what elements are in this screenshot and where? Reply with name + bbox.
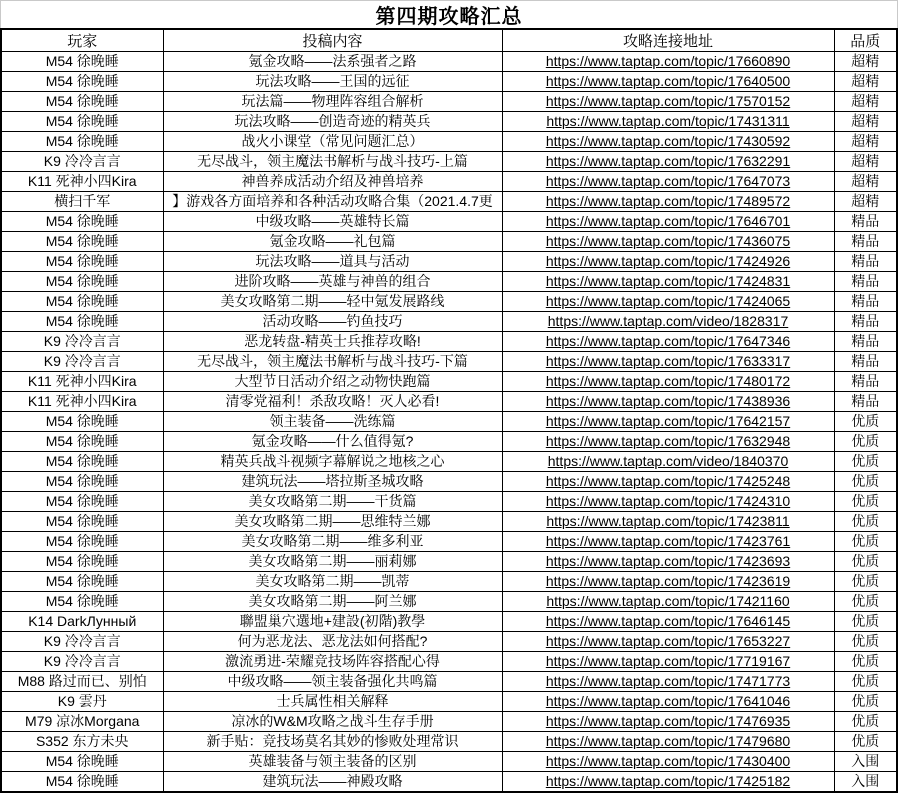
player-cell: M54 徐晚睡 xyxy=(1,232,163,252)
quality-cell: 优质 xyxy=(834,612,897,632)
quality-cell: 优质 xyxy=(834,532,897,552)
url-cell xyxy=(502,492,834,512)
player-cell: K9 冷冷言言 xyxy=(1,332,163,352)
table-row xyxy=(1,452,897,472)
strategy-link[interactable]: https://www.taptap.com/topic/17423761 xyxy=(545,533,791,549)
url-cell xyxy=(502,752,834,772)
table-row xyxy=(1,552,897,572)
table-row xyxy=(1,672,897,692)
quality-cell: 优质 xyxy=(834,552,897,572)
strategy-link[interactable]: https://www.taptap.com/topic/17423619 xyxy=(545,573,791,589)
strategy-link[interactable]: https://www.taptap.com/topic/17646701 xyxy=(545,213,791,229)
player-cell: M54 徐晚睡 xyxy=(1,452,163,472)
content-cell: 中级攻略——英雄特长篇 xyxy=(163,212,502,232)
url-cell xyxy=(502,52,834,72)
quality-cell: 精品 xyxy=(834,312,897,332)
content-cell: 士兵属性相关解释 xyxy=(163,692,502,712)
strategy-link[interactable]: https://www.taptap.com/topic/17489572 xyxy=(545,193,791,209)
table-row xyxy=(1,352,897,372)
strategy-link[interactable]: https://www.taptap.com/video/1840370 xyxy=(547,453,789,469)
quality-cell: 精品 xyxy=(834,392,897,412)
player-cell: M54 徐晚睡 xyxy=(1,512,163,532)
content-cell: 美女攻略第二期——阿兰娜 xyxy=(163,592,502,612)
content-cell: 建筑玩法——神殿攻略 xyxy=(163,772,502,793)
strategy-link[interactable]: https://www.taptap.com/topic/17423811 xyxy=(546,513,790,529)
table-row xyxy=(1,772,897,793)
quality-cell: 优质 xyxy=(834,652,897,672)
content-cell: 战火小课堂（常见问题汇总） xyxy=(163,132,502,152)
quality-cell: 优质 xyxy=(834,452,897,472)
url-cell xyxy=(502,92,834,112)
table-row xyxy=(1,152,897,172)
player-cell: M54 徐晚睡 xyxy=(1,72,163,92)
table-row xyxy=(1,212,897,232)
url-cell xyxy=(502,712,834,732)
table-row xyxy=(1,632,897,652)
player-cell: M54 徐晚睡 xyxy=(1,412,163,432)
table-row xyxy=(1,752,897,772)
quality-cell: 优质 xyxy=(834,592,897,612)
guide-table xyxy=(0,28,898,793)
content-cell: 领主装备——洗练篇 xyxy=(163,412,502,432)
table-row xyxy=(1,52,897,72)
table-row xyxy=(1,512,897,532)
player-cell: K9 冷冷言言 xyxy=(1,632,163,652)
table-row xyxy=(1,472,897,492)
player-cell: M54 徐晚睡 xyxy=(1,472,163,492)
table-row xyxy=(1,192,897,212)
table-row xyxy=(1,652,897,672)
table-row xyxy=(1,712,897,732)
player-cell: M54 徐晚睡 xyxy=(1,772,163,793)
content-cell: 中级攻略——领主装备强化共鸣篇 xyxy=(163,672,502,692)
quality-cell: 超精 xyxy=(834,72,897,92)
url-cell xyxy=(502,432,834,452)
player-cell: M54 徐晚睡 xyxy=(1,492,163,512)
player-cell: 横扫千军 xyxy=(1,192,163,212)
table-row xyxy=(1,432,897,452)
quality-cell: 入围 xyxy=(834,752,897,772)
player-cell: K9 冷冷言言 xyxy=(1,352,163,372)
url-cell xyxy=(502,152,834,172)
player-cell: M88 路过而已、别怕 xyxy=(1,672,163,692)
table-row xyxy=(1,572,897,592)
quality-cell: 超精 xyxy=(834,92,897,112)
player-cell: K11 死神小四Kira xyxy=(1,172,163,192)
quality-cell: 精品 xyxy=(834,232,897,252)
player-cell: M54 徐晚睡 xyxy=(1,292,163,312)
content-cell: 英雄装备与领主装备的区别 xyxy=(163,752,502,772)
content-cell: 大型节日活动介绍之动物快跑篇 xyxy=(163,372,502,392)
url-cell xyxy=(502,172,834,192)
strategy-link[interactable]: https://www.taptap.com/topic/17640500 xyxy=(545,73,791,89)
strategy-link[interactable]: https://www.taptap.com/topic/17646145 xyxy=(545,613,791,629)
strategy-link[interactable]: https://www.taptap.com/topic/17424926 xyxy=(545,253,791,269)
table-row xyxy=(1,312,897,332)
url-cell xyxy=(502,732,834,752)
player-cell: S352 东方未央 xyxy=(1,732,163,752)
content-cell: 氪金攻略——法系强者之路 xyxy=(163,52,502,72)
table-row xyxy=(1,292,897,312)
strategy-link[interactable]: https://www.taptap.com/topic/17642157 xyxy=(545,413,791,429)
player-cell: M54 徐晚睡 xyxy=(1,52,163,72)
strategy-link[interactable]: https://www.taptap.com/topic/17423693 xyxy=(545,553,791,569)
content-cell: 活动攻略——钓鱼技巧 xyxy=(163,312,502,332)
player-cell: M54 徐晚睡 xyxy=(1,432,163,452)
player-cell: M54 徐晚睡 xyxy=(1,272,163,292)
table-row xyxy=(1,172,897,192)
table-row xyxy=(1,592,897,612)
strategy-link[interactable]: https://www.taptap.com/topic/17430592 xyxy=(545,133,791,149)
strategy-link[interactable]: https://www.taptap.com/topic/17479680 xyxy=(545,733,791,749)
content-cell: 氪金攻略——礼包篇 xyxy=(163,232,502,252)
url-cell xyxy=(502,612,834,632)
quality-cell: 超精 xyxy=(834,132,897,152)
strategy-link[interactable]: https://www.taptap.com/topic/17424831 xyxy=(545,273,791,289)
content-cell: 进阶攻略——英雄与神兽的组合 xyxy=(163,272,502,292)
player-cell: K9 冷冷言言 xyxy=(1,652,163,672)
quality-cell: 精品 xyxy=(834,352,897,372)
quality-cell: 优质 xyxy=(834,432,897,452)
quality-cell: 优质 xyxy=(834,732,897,752)
strategy-link[interactable]: https://www.taptap.com/topic/17471773 xyxy=(545,673,791,689)
table-row xyxy=(1,392,897,412)
content-cell: 神兽养成活动介绍及神兽培养 xyxy=(163,172,502,192)
url-cell xyxy=(502,192,834,212)
url-cell xyxy=(502,392,834,412)
url-cell xyxy=(502,632,834,652)
content-cell: 精英兵战斗视频字幕解说之地核之心 xyxy=(163,452,502,472)
quality-cell: 超精 xyxy=(834,172,897,192)
content-cell: 建筑玩法——塔拉斯圣城攻略 xyxy=(163,472,502,492)
quality-cell: 优质 xyxy=(834,472,897,492)
content-cell: 激流勇进-荣耀竞技场阵容搭配心得 xyxy=(163,652,502,672)
content-cell: 清零党福利！杀敌攻略！灭人必看! xyxy=(163,392,502,412)
quality-cell: 精品 xyxy=(834,332,897,352)
player-cell: K9 冷冷言言 xyxy=(1,152,163,172)
content-cell: 美女攻略第二期——丽莉娜 xyxy=(163,552,502,572)
strategy-link[interactable]: https://www.taptap.com/topic/17424065 xyxy=(545,293,791,309)
player-cell: M79 凉冰Morgana xyxy=(1,712,163,732)
strategy-link[interactable]: https://www.taptap.com/topic/17436075 xyxy=(545,233,791,249)
strategy-link[interactable]: https://www.taptap.com/video/1828317 xyxy=(547,313,789,329)
table-row xyxy=(1,112,897,132)
content-cell: 恶龙转盘-精英士兵推荐攻略! xyxy=(163,332,502,352)
player-cell: K14 DarkЛунный xyxy=(1,612,163,632)
strategy-link[interactable]: https://www.taptap.com/topic/17438936 xyxy=(545,393,791,409)
quality-cell: 超精 xyxy=(834,52,897,72)
content-cell: 美女攻略第二期——凯蒂 xyxy=(163,572,502,592)
table-body xyxy=(1,52,897,793)
quality-cell: 超精 xyxy=(834,152,897,172)
strategy-link[interactable]: https://www.taptap.com/topic/17476935 xyxy=(545,713,791,729)
url-cell xyxy=(502,572,834,592)
url-cell xyxy=(502,132,834,152)
strategy-link[interactable]: https://www.taptap.com/topic/17430400 xyxy=(545,753,791,769)
table-header xyxy=(1,29,897,52)
quality-cell: 优质 xyxy=(834,512,897,532)
url-cell xyxy=(502,292,834,312)
header-url: 攻略连接地址 xyxy=(502,29,834,52)
strategy-link[interactable]: https://www.taptap.com/topic/17421160 xyxy=(546,593,790,609)
table-row xyxy=(1,692,897,712)
table-row xyxy=(1,332,897,352)
content-cell: 美女攻略第二期——干货篇 xyxy=(163,492,502,512)
quality-cell: 优质 xyxy=(834,412,897,432)
player-cell: M54 徐晚睡 xyxy=(1,112,163,132)
url-cell xyxy=(502,452,834,472)
url-cell xyxy=(502,512,834,532)
content-cell: 玩法攻略——道具与活动 xyxy=(163,252,502,272)
content-cell: 凉冰的W&M攻略之战斗生存手册 xyxy=(163,712,502,732)
player-cell: K11 死神小四Kira xyxy=(1,372,163,392)
header-player: 玩家 xyxy=(1,29,163,52)
quality-cell: 优质 xyxy=(834,632,897,652)
quality-cell: 精品 xyxy=(834,212,897,232)
table-row xyxy=(1,92,897,112)
table-row xyxy=(1,372,897,392)
strategy-link[interactable]: https://www.taptap.com/topic/17660890 xyxy=(545,53,791,69)
content-cell: 玩法攻略——创造奇迹的精英兵 xyxy=(163,112,502,132)
player-cell: M54 徐晚睡 xyxy=(1,552,163,572)
player-cell: M54 徐晚睡 xyxy=(1,132,163,152)
url-cell xyxy=(502,592,834,612)
content-cell: 美女攻略第二期——思维特兰娜 xyxy=(163,512,502,532)
table-row xyxy=(1,272,897,292)
url-cell xyxy=(502,212,834,232)
player-cell: M54 徐晚睡 xyxy=(1,252,163,272)
player-cell: M54 徐晚睡 xyxy=(1,592,163,612)
strategy-link[interactable]: https://www.taptap.com/topic/17653227 xyxy=(545,633,791,649)
strategy-link[interactable]: https://www.taptap.com/topic/17633317 xyxy=(545,353,791,369)
table-row xyxy=(1,412,897,432)
quality-cell: 超精 xyxy=(834,112,897,132)
player-cell: M54 徐晚睡 xyxy=(1,752,163,772)
quality-cell: 超精 xyxy=(834,192,897,212)
url-cell xyxy=(502,112,834,132)
url-cell xyxy=(502,472,834,492)
player-cell: K9 雲丹 xyxy=(1,692,163,712)
strategy-link[interactable]: https://www.taptap.com/topic/17632948 xyxy=(545,433,791,449)
url-cell xyxy=(502,272,834,292)
quality-cell: 精品 xyxy=(834,252,897,272)
url-cell xyxy=(502,232,834,252)
strategy-link[interactable]: https://www.taptap.com/topic/17480172 xyxy=(545,373,791,389)
table-row xyxy=(1,232,897,252)
table-row xyxy=(1,252,897,272)
content-cell: 何为恶龙法、恶龙法如何搭配? xyxy=(163,632,502,652)
strategy-link[interactable]: https://www.taptap.com/topic/17570152 xyxy=(545,93,791,109)
table-row xyxy=(1,72,897,92)
page-title: 第四期攻略汇总 xyxy=(0,0,898,28)
table-row xyxy=(1,732,897,752)
content-cell: 新手贴：竞技场莫名其妙的惨败处理常识 xyxy=(163,732,502,752)
url-cell xyxy=(502,72,834,92)
quality-cell: 优质 xyxy=(834,492,897,512)
table-row xyxy=(1,532,897,552)
strategy-link[interactable]: https://www.taptap.com/topic/17632291 xyxy=(545,153,791,169)
url-cell xyxy=(502,652,834,672)
content-cell: 聯盟巢穴選地+建設(初階)教學 xyxy=(163,612,502,632)
quality-cell: 精品 xyxy=(834,292,897,312)
url-cell xyxy=(502,312,834,332)
quality-cell: 精品 xyxy=(834,272,897,292)
player-cell: K11 死神小四Kira xyxy=(1,392,163,412)
quality-cell: 优质 xyxy=(834,672,897,692)
content-cell: 美女攻略第二期——轻中氪发展路线 xyxy=(163,292,502,312)
header-row xyxy=(1,29,897,52)
strategy-link[interactable]: https://www.taptap.com/topic/17647073 xyxy=(545,173,791,189)
url-cell xyxy=(502,672,834,692)
content-cell: 】游戏各方面培养和各种活动攻略合集（2021.4.7更 xyxy=(163,192,502,212)
strategy-link[interactable]: https://www.taptap.com/topic/17425248 xyxy=(545,473,791,489)
url-cell xyxy=(502,412,834,432)
player-cell: M54 徐晚睡 xyxy=(1,312,163,332)
quality-cell: 精品 xyxy=(834,372,897,392)
quality-cell: 入围 xyxy=(834,772,897,793)
url-cell xyxy=(502,332,834,352)
quality-cell: 优质 xyxy=(834,572,897,592)
content-cell: 玩法篇——物理阵容组合解析 xyxy=(163,92,502,112)
quality-cell: 优质 xyxy=(834,712,897,732)
header-quality: 品质 xyxy=(834,29,897,52)
content-cell: 无尽战斗，领主魔法书解析与战斗技巧-下篇 xyxy=(163,352,502,372)
url-cell xyxy=(502,532,834,552)
table-row xyxy=(1,492,897,512)
player-cell: M54 徐晚睡 xyxy=(1,572,163,592)
strategy-link[interactable]: https://www.taptap.com/topic/17647346 xyxy=(545,333,791,349)
url-cell xyxy=(502,772,834,793)
url-cell xyxy=(502,352,834,372)
quality-cell: 优质 xyxy=(834,692,897,712)
content-cell: 无尽战斗，领主魔法书解析与战斗技巧-上篇 xyxy=(163,152,502,172)
player-cell: M54 徐晚睡 xyxy=(1,532,163,552)
player-cell: M54 徐晚睡 xyxy=(1,212,163,232)
url-cell xyxy=(502,372,834,392)
strategy-link[interactable]: https://www.taptap.com/topic/17719167 xyxy=(545,653,791,669)
player-cell: M54 徐晚睡 xyxy=(1,92,163,112)
url-cell xyxy=(502,252,834,272)
url-cell xyxy=(502,692,834,712)
strategy-link[interactable]: https://www.taptap.com/topic/17425182 xyxy=(545,773,791,789)
strategy-link[interactable]: https://www.taptap.com/topic/17641046 xyxy=(545,693,791,709)
content-cell: 氪金攻略——什么值得氪? xyxy=(163,432,502,452)
table-row xyxy=(1,132,897,152)
content-cell: 美女攻略第二期——维多利亚 xyxy=(163,532,502,552)
table-row xyxy=(1,612,897,632)
url-cell xyxy=(502,552,834,572)
strategy-link[interactable]: https://www.taptap.com/topic/17424310 xyxy=(545,493,791,509)
strategy-link[interactable]: https://www.taptap.com/topic/17431311 xyxy=(546,113,790,129)
content-cell: 玩法攻略——王国的远征 xyxy=(163,72,502,92)
header-content: 投稿内容 xyxy=(163,29,502,52)
